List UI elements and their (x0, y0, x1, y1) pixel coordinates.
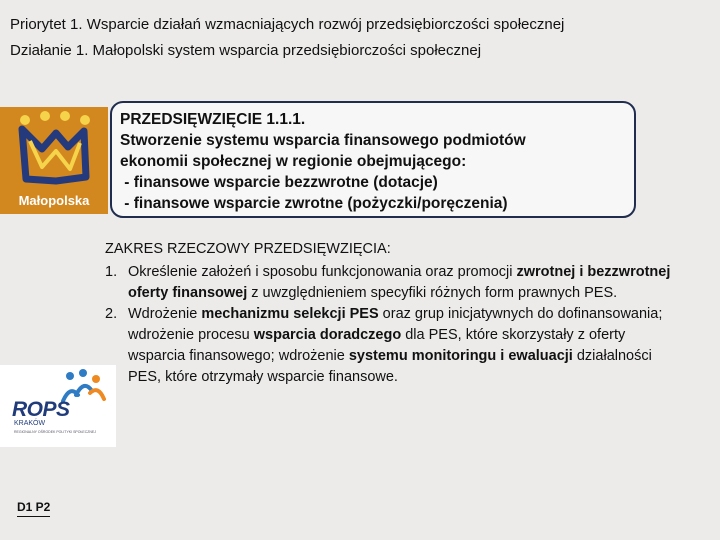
malopolska-mark-icon (16, 121, 92, 187)
text-segment: Określenie założeń i sposobu funkcjonowania oraz promocji (128, 264, 517, 280)
malopolska-logo-icon (0, 107, 108, 214)
title-line: PRZEDSIĘWZIĘCIE 1.1.1. (120, 111, 306, 128)
header-priority: Priorytet 1. Wsparcie działań wzmacniających rozwój przedsiębiorczości społecznej (10, 16, 565, 33)
title-line: - finansowe wsparcie bezzwrotne (dotacje) (120, 174, 438, 191)
bold-segment: zwrotnej i bezzwrotnej oferty finansowej (128, 264, 671, 301)
text-segment: oraz grup inicjatywnych do dofinansowania; wdrożenie procesu (128, 306, 663, 343)
scope-item-text (128, 264, 670, 301)
title-line: - finansowe wsparcie zwrotne (pożyczki/poręczenia) (120, 195, 508, 212)
rops-logo-word: ROPS (12, 398, 70, 421)
scope-item-number: 1. (105, 264, 118, 280)
title-line: ekonomii społecznej w regionie obejmującego: (120, 153, 467, 170)
bold-segment: mechanizmu selekcji PES (201, 306, 379, 322)
text-segment: działalności PES, które otrzymały wsparcie finansowe. (128, 348, 652, 385)
rops-logo-tagline: REGIONALNY OŚRODEK POLITYKI SPOŁECZNEJ (14, 430, 97, 434)
rops-logo-icon (0, 365, 116, 447)
text-segment: dla PES, które skorzystały z oferty wsparcia finansowego; wdrożenie (128, 327, 626, 364)
scope-item (105, 304, 685, 388)
text-segment: z uwzględnieniem specyfiki różnych form prawnych PES. (247, 285, 618, 301)
scope-item (105, 262, 685, 304)
rops-logo-city: KRAKÓW (14, 420, 46, 427)
scope-heading: ZAKRES RZECZOWY PRZEDSIĘWZIĘCIA: (105, 241, 391, 257)
malopolska-logo-word: Małopolska (18, 193, 90, 208)
slide-code: D1 P2 (17, 500, 50, 517)
bold-segment: wsparcia doradczego (253, 327, 402, 343)
header-action: Działanie 1. Małopolski system wsparcia przedsiębiorczości społecznej (10, 42, 482, 59)
scope-item-text (128, 306, 662, 385)
bold-segment: systemu monitoringu i ewaluacji (348, 348, 573, 364)
scope-item-number: 2. (105, 306, 118, 322)
scope-list (105, 262, 685, 388)
text-segment: Wdrożenie (128, 306, 202, 322)
undertaking-title-box (110, 101, 636, 218)
title-line: Stworzenie systemu wsparcia finansowego podmiotów (120, 132, 526, 149)
